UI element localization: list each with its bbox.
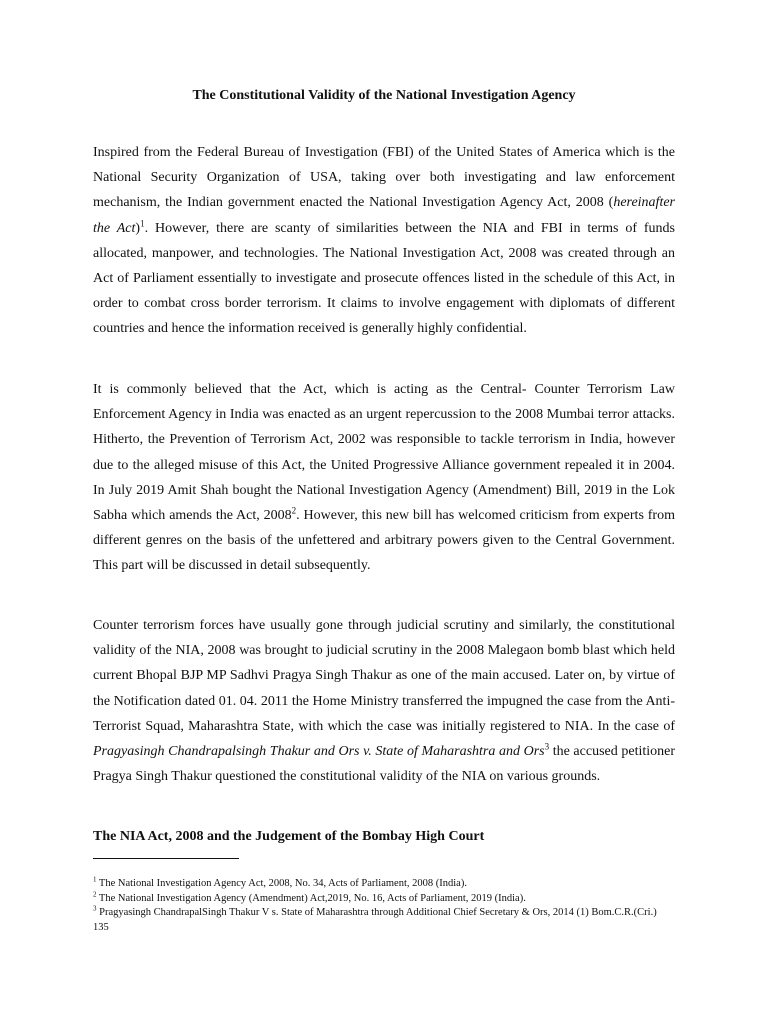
footnote-text: The National Investigation Agency (Amendment) Act,2019, No. 16, Acts of Parliament, 2019 (India). [96, 892, 526, 904]
text-run: . However, this new bill has welcomed criticism from experts from different genres on the basis of the unfettered and arbitrary powers given to the Central Government. This part will be discussed in detail subsequently. [93, 508, 675, 574]
footnotes [93, 877, 675, 935]
footnote-1 [93, 877, 675, 892]
footnote-number: 1 [93, 875, 97, 884]
footnote-number: 3 [93, 904, 97, 913]
body-paragraph-3 [93, 613, 675, 789]
italic-text: Pragyasingh Chandrapalsingh Thakur and Ors v. State of Maharashtra and Ors [93, 744, 545, 760]
footnote-reference: 3 [544, 741, 550, 752]
footnote-text: The National Investigation Agency Act, 2008, No. 34, Acts of Parliament, 2008 (India). [96, 878, 467, 889]
footnote-text: Pragyasingh ChandrapalSingh Thakur V s. State of Maharashtra through Additional Chief Secretary & Ors, 2014 (1) Bom.C.R.(Cri.) 135 [93, 907, 657, 933]
text-run: Counter terrorism forces have usually gone through judicial scrutiny and similarly, the constitutional validity of the NIA, 2008 was brought to judicial scrutiny in the 2008 Malegaon bomb blast which held current Bhopal BJP MP Sadhvi Pragya Singh Thakur as one of the main accused. Later on, by virtue of the Notification dated 01. 04. 2011 the Home Ministry transferred the impugned the case from the Anti-Terrorist Squad, Maharashtra State, with which the case was initially registered to NIA. In the case of [93, 618, 675, 734]
text-run: ) [135, 220, 141, 236]
footnote-reference: 1 [140, 217, 145, 228]
section-heading: The NIA Act, 2008 and the Judgement of the Bombay High Court [93, 829, 485, 844]
document-title: The Constitutional Validity of the National Investigation Agency [192, 88, 576, 103]
body-paragraph-1 [93, 140, 675, 342]
text-run: It is commonly believed that the Act, which is acting as the Central- Counter Terrorism Law Enforcement Agency in India was enacted as an urgent repercussion to the 2008 Mumbai terror attacks. Hitherto, the Prevention of Terrorism Act, 2002 was responsible to tackle terrorism in India, however due to the alleged misuse of this Act, the United Progressive Alliance government repealed it in 2004. In July 2019 Amit Shah bought the National Investigation Agency (Amendment) Bill, 2019 in the Lok Sabha which amends the Act, 2008 [93, 382, 675, 524]
footnote-number: 2 [93, 890, 97, 898]
footnote-reference: 2 [291, 505, 297, 516]
footnote-separator [93, 858, 239, 859]
text-run: . However, there are scanty of similarities between the NIA and FBI in terms of funds allocated, manpower, and technologies. The National Investigation Act, 2008 was created through an Act of Parliament essentially to investigate and prosecute offences listed in the schedule of this Act, in order to combat cross border terrorism. It claims to involve engagement with diplomats of different countries and hence the information received is generally highly confidential. [93, 220, 675, 337]
body-paragraph-2 [93, 377, 675, 579]
italic-text: hereinafter the Act [93, 195, 675, 236]
text-run: the accused petitioner Pragya Singh Thakur questioned the constitutional validity of the NIA on various grounds. [93, 744, 676, 785]
footnote-3 [93, 906, 675, 935]
footnote-2 [93, 892, 675, 907]
text-run: Inspired from the Federal Bureau of Investigation (FBI) of the United States of America which is the National Security Organization of USA, taking over both investigating and law enforcement mechanism, the Indian government enacted the National Investigation Agency Act, 2008 ( [93, 145, 675, 211]
